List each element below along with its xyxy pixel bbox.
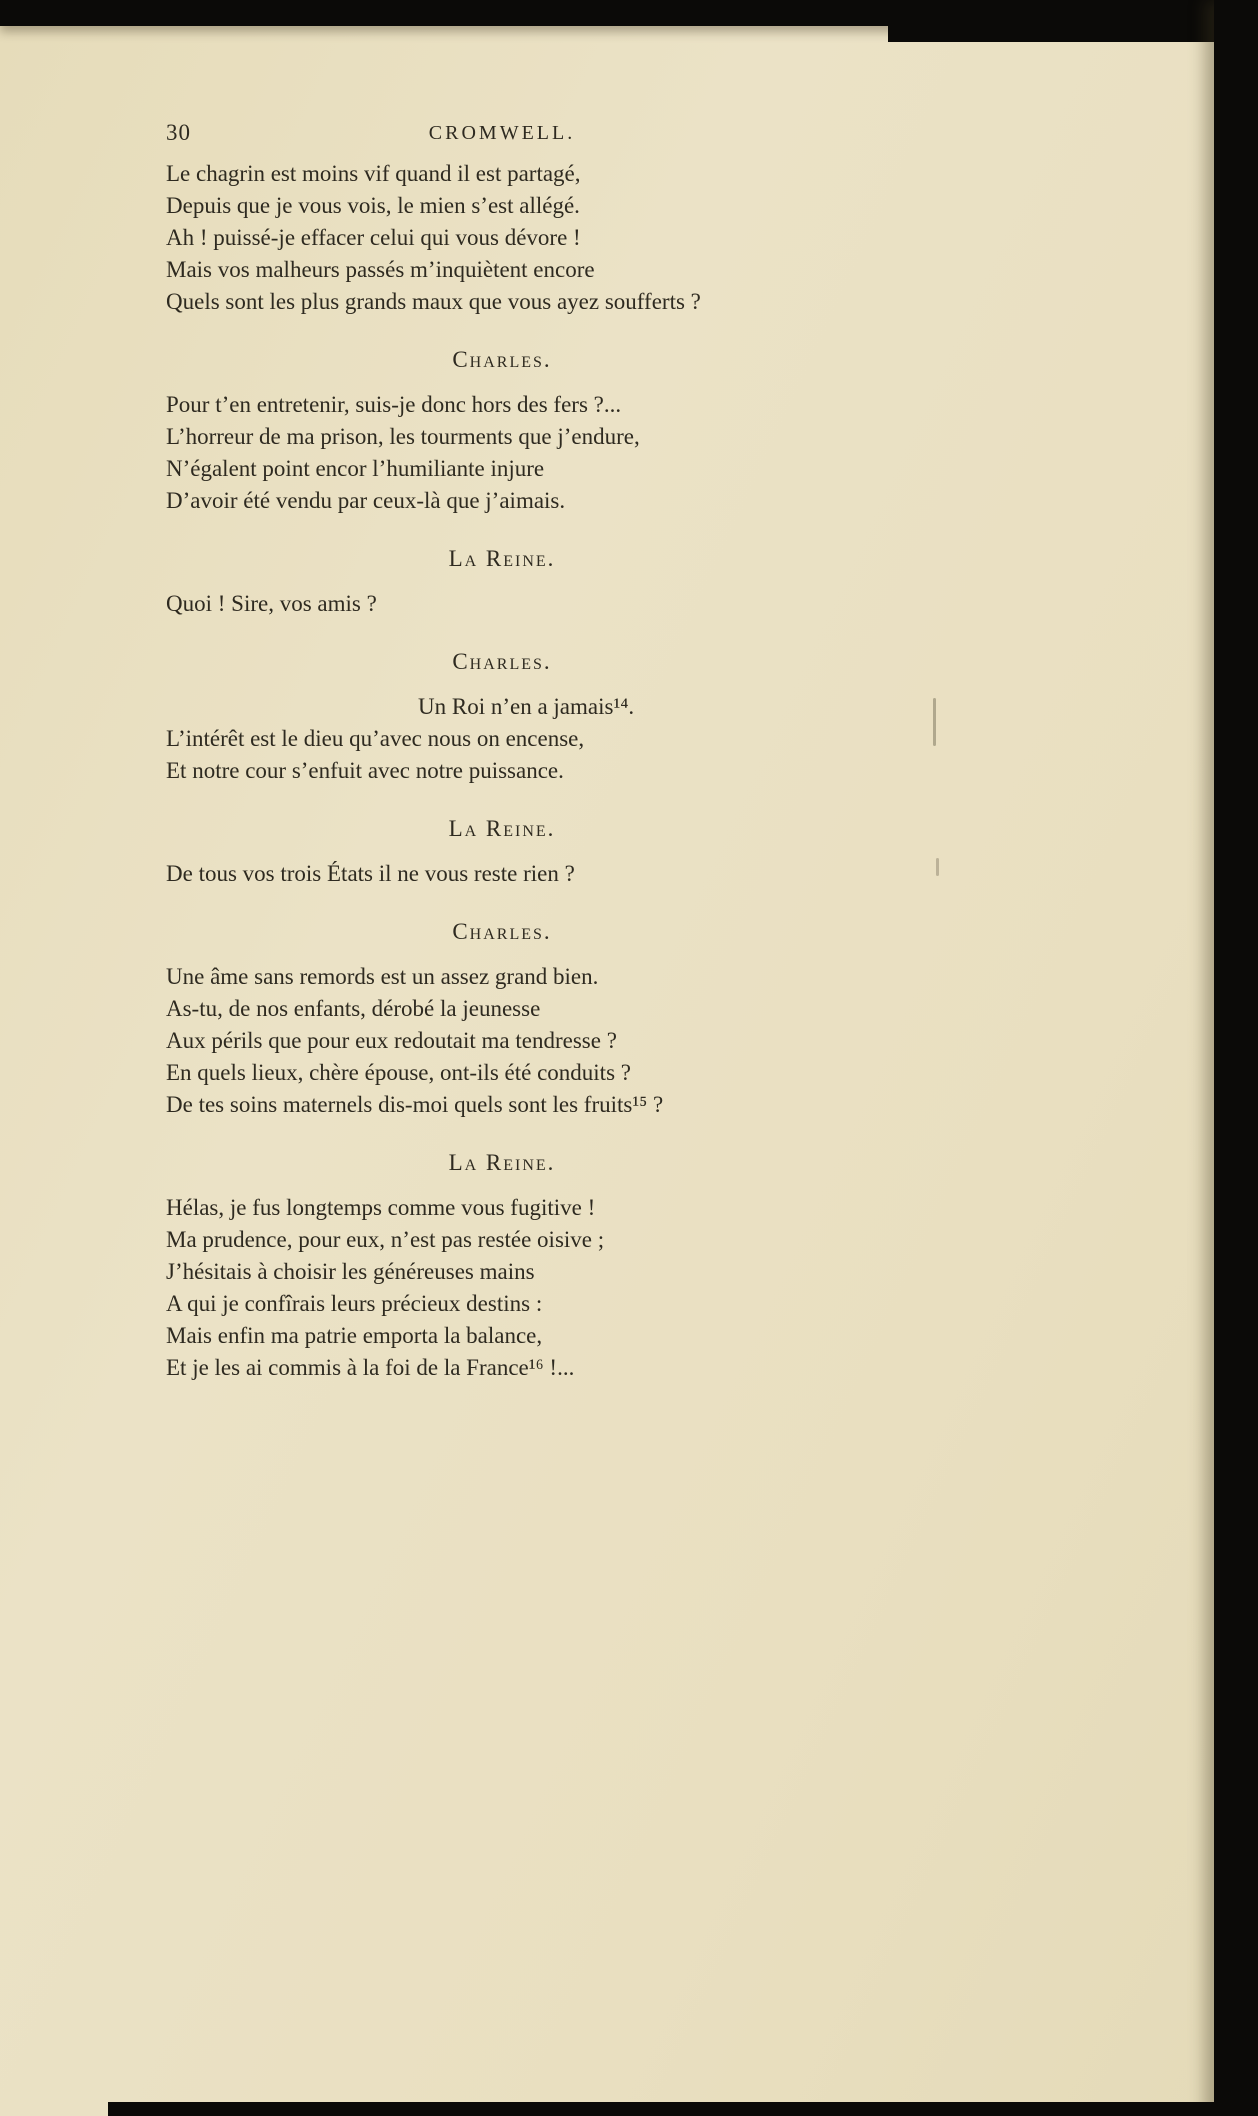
verse-line: Ma prudence, pour eux, n’est pas restée oisive ;	[166, 1227, 605, 1252]
verse-paragraph	[166, 691, 838, 787]
verse-paragraph	[166, 158, 838, 318]
verse-line: Quoi ! Sire, vos amis ?	[166, 591, 377, 616]
verse-line: D’avoir été vendu par ceux-là que j’aimais.	[166, 488, 566, 513]
verse-line: Un Roi n’en a jamais¹⁴.	[418, 694, 635, 719]
verse-line: Hélas, je fus longtemps comme vous fugitive !	[166, 1195, 596, 1220]
speaker-heading: Charles.	[452, 649, 552, 674]
verse-paragraph	[166, 588, 838, 620]
verse-line: Une âme sans remords est un assez grand bien.	[166, 964, 599, 989]
verse-line: J’hésitais à choisir les généreuses mains	[166, 1259, 535, 1284]
scan-edge-bottom	[108, 2102, 1258, 2116]
verse-line: As-tu, de nos enfants, dérobé la jeunesse	[166, 996, 541, 1021]
verse-line: Ah ! puissé-je effacer celui qui vous dévore !	[166, 225, 581, 250]
page-number: 30	[166, 120, 191, 145]
verse-line: Quels sont les plus grands maux que vous ayez soufferts ?	[166, 289, 701, 314]
verse-line: En quels lieux, chère épouse, ont-ils été conduits ?	[166, 1060, 631, 1085]
verse-line: Mais vos malheurs passés m’inquiètent encore	[166, 257, 595, 282]
page-header	[166, 118, 838, 150]
verse-line: Le chagrin est moins vif quand il est partagé,	[166, 161, 581, 186]
verse-paragraph	[166, 389, 838, 517]
scan-edge-top-right	[888, 0, 1258, 42]
verse-line: Et notre cour s’enfuit avec notre puissance.	[166, 758, 564, 783]
page-content	[166, 158, 838, 1384]
verse-paragraph	[166, 858, 838, 890]
verse-line: N’égalent point encor l’humiliante injure	[166, 456, 545, 481]
speaker-heading: La Reine.	[448, 546, 556, 571]
speaker-heading: Charles.	[452, 347, 552, 372]
verse-line: Mais enfin ma patrie emporta la balance,	[166, 1323, 543, 1348]
speaker-heading: La Reine.	[448, 816, 556, 841]
verse-paragraph	[166, 1192, 838, 1384]
verse-line: L’horreur de ma prison, les tourments que j’endure,	[166, 424, 640, 449]
verse-line: A qui je confîrais leurs précieux destins :	[166, 1291, 543, 1316]
verse-line: Pour t’en entretenir, suis-je donc hors des fers ?...	[166, 392, 622, 417]
verse-paragraph	[166, 961, 838, 1121]
running-header: CROMWELL.	[428, 122, 576, 144]
verse-line: Depuis que je vous vois, le mien s’est allégé.	[166, 193, 580, 218]
verse-line: Et je les ai commis à la foi de la France¹⁶ !...	[166, 1355, 575, 1380]
verse-line: De tes soins maternels dis-moi quels sont les fruits¹⁵ ?	[166, 1092, 664, 1117]
scan-artifact	[936, 858, 939, 876]
scan-edge-right	[1214, 0, 1258, 2116]
scan-artifact	[933, 698, 936, 746]
verse-line: De tous vos trois États il ne vous reste rien ?	[166, 861, 575, 886]
verse-line: L’intérêt est le dieu qu’avec nous on encense,	[166, 726, 585, 751]
speaker-heading: La Reine.	[448, 1150, 556, 1175]
verse-line: Aux périls que pour eux redoutait ma tendresse ?	[166, 1028, 617, 1053]
speaker-heading: Charles.	[452, 919, 552, 944]
